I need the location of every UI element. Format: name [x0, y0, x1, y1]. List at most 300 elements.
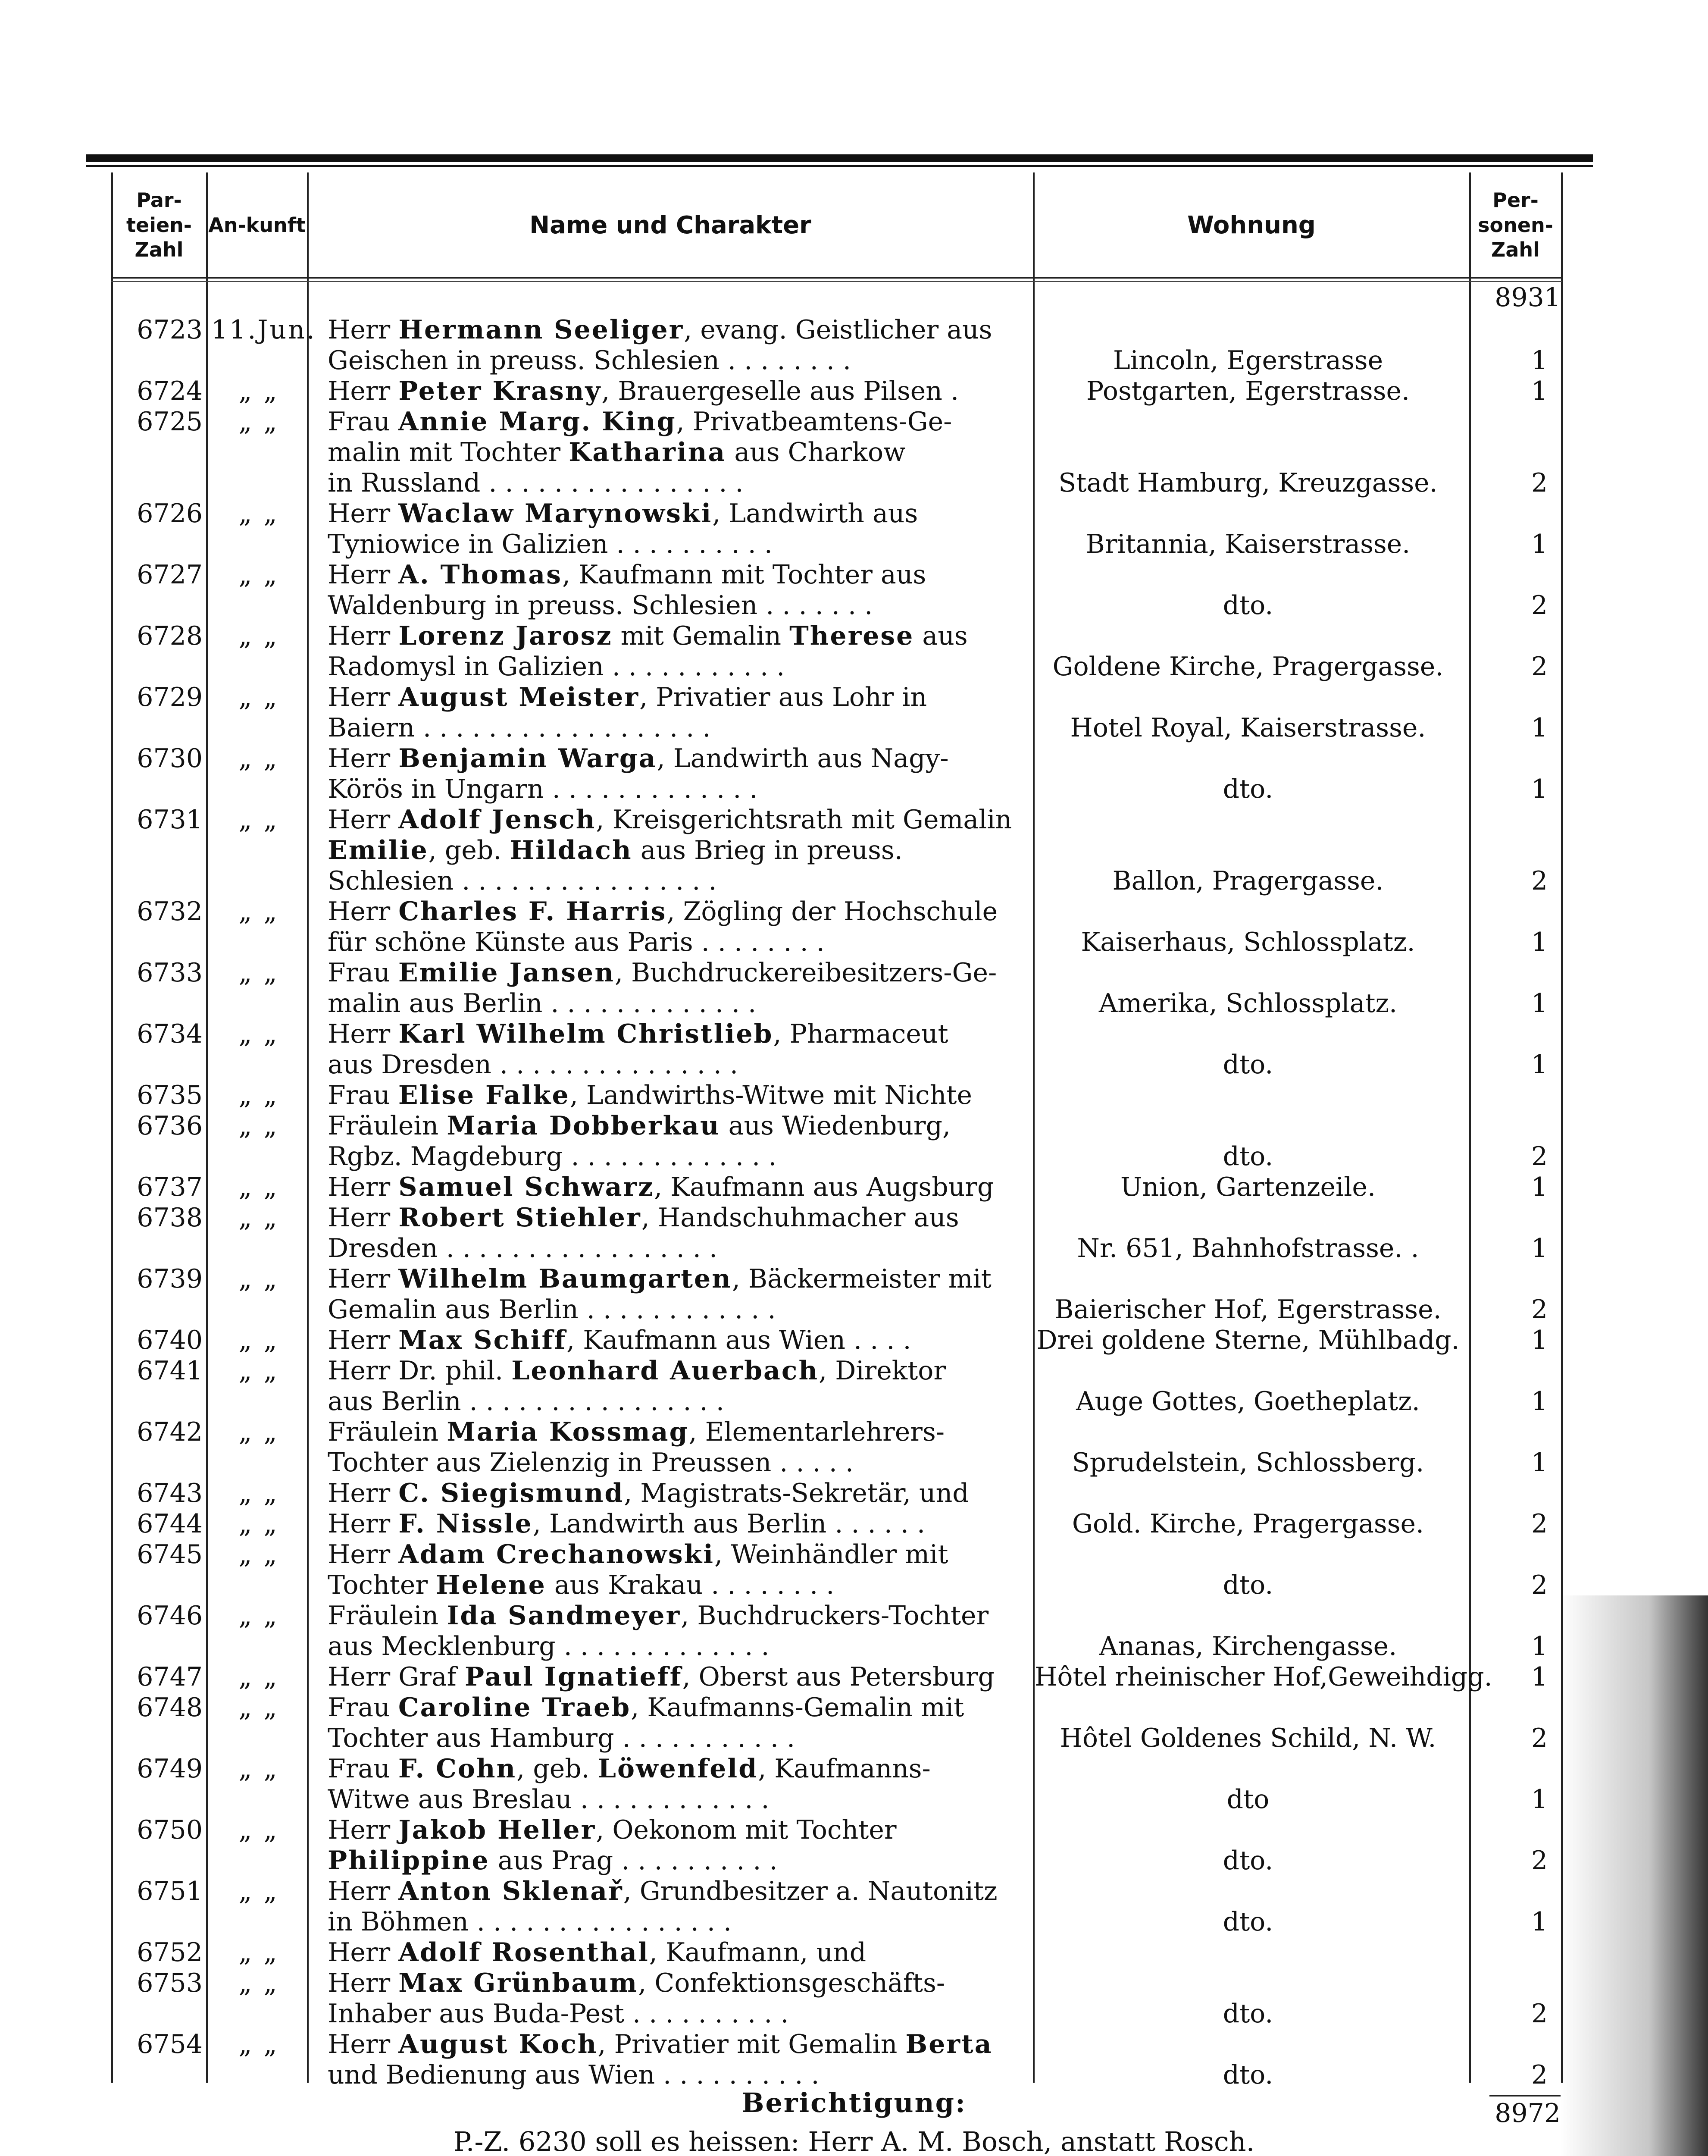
ankunft: „ „: [238, 1815, 279, 1845]
person-name: Ida Sandmeyer: [447, 1601, 681, 1631]
name-und-charakter: [328, 315, 1030, 376]
name-text: , Brauergeselle aus Pilsen .: [601, 376, 959, 406]
name-text: Frau: [328, 1692, 398, 1723]
name-line: [328, 1356, 1030, 1386]
person-name: Adolf Rosenthal: [398, 1937, 649, 1968]
name-text: Herr: [328, 498, 399, 529]
header-personen-zahl: Per-sonen-Zahl: [1478, 188, 1553, 262]
register-row: [0, 1815, 1708, 1876]
name-text: Frau: [328, 1754, 398, 1784]
person-name: Caroline Traeb: [398, 1692, 631, 1723]
parteien-zahl: 6730: [137, 743, 203, 774]
personen-zahl: 1: [1531, 988, 1548, 1018]
name-text: Schlesien . . . . . . . . . . . . . . . .: [328, 866, 717, 896]
name-line: [328, 1141, 1030, 1172]
name-line: [328, 743, 1030, 774]
name-text: , Zögling der Hochschule: [666, 896, 998, 927]
parteien-zahl: 6731: [137, 805, 203, 835]
name-line: [328, 1294, 1030, 1325]
name-text: Radomysl in Galizien . . . . . . . . . . .: [328, 652, 785, 682]
personen-zahl: 2: [1531, 866, 1548, 896]
name-line: [328, 866, 1030, 896]
personen-zahl: 1: [1531, 1233, 1548, 1263]
register-row: [0, 1264, 1708, 1325]
name-text: Gemalin aus Berlin . . . . . . . . . . . .: [328, 1294, 776, 1325]
name-text: Frau: [328, 407, 398, 437]
ankunft: „ „: [238, 1601, 279, 1631]
name-text: , Weinhändler mit: [714, 1539, 948, 1570]
person-name: Emilie: [328, 835, 429, 865]
personen-zahl: 2: [1531, 1509, 1548, 1539]
wohnung: Kaiserhaus, Schlossplatz.: [1081, 927, 1415, 957]
ankunft: „ „: [238, 1968, 279, 1998]
name-und-charakter: [328, 1325, 1030, 1356]
name-text: Inhaber aus Buda-Pest . . . . . . . . . .: [328, 1999, 789, 2029]
parteien-zahl: 6727: [137, 560, 203, 590]
name-text: Herr: [328, 743, 399, 774]
parteien-zahl: 6732: [137, 896, 203, 927]
name-und-charakter: [328, 958, 1030, 1019]
register-row: [0, 1662, 1708, 1692]
name-text: Herr: [328, 1815, 399, 1845]
name-line: [328, 1417, 1030, 1448]
personen-zahl: 1: [1531, 1050, 1548, 1080]
name-text: Herr: [328, 896, 399, 927]
name-text: Herr: [328, 1203, 399, 1233]
name-und-charakter: [328, 1692, 1030, 1754]
register-row: [0, 805, 1708, 896]
register-row: [0, 315, 1708, 376]
wohnung: Baierischer Hof, Egerstrasse.: [1054, 1294, 1442, 1325]
wohnung: dto.: [1223, 590, 1273, 620]
name-text: Witwe aus Breslau . . . . . . . . . . . .: [328, 1784, 770, 1814]
wohnung: dto.: [1223, 2060, 1273, 2090]
ankunft: „ „: [238, 1539, 279, 1570]
person-name: Maria Kossmag: [447, 1417, 689, 1447]
register-row: [0, 1111, 1708, 1172]
ankunft: „ „: [238, 1417, 279, 1447]
person-name: Peter Krasny: [398, 376, 602, 406]
name-text: , Buchdruckereibesitzers-Ge-: [614, 958, 997, 988]
name-und-charakter: [328, 1601, 1030, 1662]
name-text: , Direktor: [819, 1356, 946, 1386]
wohnung: Postgarten, Egerstrasse.: [1086, 376, 1410, 406]
name-text: , Kaufmanns-: [758, 1754, 931, 1784]
register-row: [0, 1509, 1708, 1539]
ankunft: „ „: [238, 1203, 279, 1233]
name-line: [328, 376, 1030, 407]
name-text: Herr: [328, 1264, 399, 1294]
name-line: [328, 1815, 1030, 1846]
name-line: [328, 1448, 1030, 1478]
name-text: , Bäckermeister mit: [732, 1264, 992, 1294]
name-text: Waldenburg in preuss. Schlesien . . . . . . .: [328, 590, 873, 620]
person-name: Katharina: [569, 437, 726, 467]
name-und-charakter: [328, 1662, 1030, 1692]
name-text: Herr: [328, 1968, 399, 1998]
person-name: Wilhelm Baumgarten: [398, 1264, 732, 1294]
person-name: Karl Wilhelm Christlieb: [398, 1019, 773, 1049]
name-und-charakter: [328, 376, 1030, 407]
register-row: [0, 1417, 1708, 1478]
wohnung: Sprudelstein, Schlossberg.: [1072, 1448, 1424, 1478]
person-name: Helene: [436, 1570, 546, 1600]
personen-zahl: 2: [1531, 468, 1548, 498]
person-name: F. Cohn: [398, 1754, 517, 1784]
person-name: Adolf Jensch: [398, 805, 596, 835]
name-text: Fräulein: [328, 1111, 447, 1141]
wohnung: Amerika, Schlossplatz.: [1098, 988, 1398, 1018]
name-line: [328, 682, 1030, 713]
personen-zahl: 1: [1531, 713, 1548, 743]
ankunft: „ „: [238, 958, 279, 988]
wohnung: dto.: [1223, 1141, 1273, 1172]
name-text: Herr: [328, 2029, 399, 2059]
person-name: Elise Falke: [398, 1080, 570, 1110]
person-name: Waclaw Marynowski: [398, 498, 713, 529]
register-row: [0, 2029, 1708, 2090]
name-text: mit Gemalin: [612, 621, 790, 651]
name-text: aus Mecklenburg . . . . . . . . . . . . .: [328, 1631, 770, 1661]
name-line: [328, 1999, 1030, 2029]
name-text: Rgbz. Magdeburg . . . . . . . . . . . . .: [328, 1141, 777, 1172]
ankunft: „ „: [238, 743, 279, 774]
parteien-zahl: 6753: [137, 1968, 203, 1998]
ankunft: „ „: [238, 1509, 279, 1539]
personen-zahl: 1: [1531, 1386, 1548, 1416]
name-line: [328, 1907, 1030, 1937]
parteien-zahl: 6752: [137, 1937, 203, 1968]
name-line: [328, 1325, 1030, 1356]
parteien-zahl: 6748: [137, 1692, 203, 1723]
wohnung: Ananas, Kirchengasse.: [1099, 1631, 1397, 1661]
name-text: Herr: [328, 805, 399, 835]
name-und-charakter: [328, 743, 1030, 805]
name-text: , Pharmaceut: [773, 1019, 948, 1049]
name-text: Herr: [328, 376, 399, 406]
name-line: [328, 1784, 1030, 1815]
name-line: [328, 1968, 1030, 1999]
personen-zahl: 2: [1531, 1570, 1548, 1600]
personen-zahl: 1: [1531, 1172, 1548, 1202]
parteien-zahl: 6735: [137, 1080, 203, 1110]
name-text: Herr: [328, 682, 399, 712]
ankunft: „ „: [238, 682, 279, 712]
name-und-charakter: [328, 1203, 1030, 1264]
ankunft: „ „: [238, 376, 279, 406]
name-und-charakter: [328, 1356, 1030, 1417]
person-name: Jakob Heller: [398, 1815, 596, 1845]
wohnung: dto.: [1223, 1050, 1273, 1080]
person-name: Anton Sklenař: [398, 1876, 623, 1906]
register-row: [0, 896, 1708, 958]
personen-zahl: 2: [1531, 1723, 1548, 1753]
name-line: [328, 713, 1030, 743]
personen-zahl: 1: [1531, 1907, 1548, 1937]
wohnung: Drei goldene Sterne, Mühlbadg.: [1036, 1325, 1460, 1355]
name-line: [328, 345, 1030, 376]
name-text: Herr: [328, 1509, 399, 1539]
person-name: August Meister: [398, 682, 640, 712]
name-line: [328, 407, 1030, 437]
parteien-zahl: 6745: [137, 1539, 203, 1570]
wohnung: Britannia, Kaiserstrasse.: [1085, 529, 1411, 559]
name-line: [328, 1233, 1030, 1264]
name-line: [328, 1570, 1030, 1601]
name-und-charakter: [328, 2029, 1030, 2090]
name-text: Tyniowice in Galizien . . . . . . . . . .: [328, 529, 773, 559]
register-row: [0, 1601, 1708, 1662]
ankunft: „ „: [238, 560, 279, 590]
name-text: Tochter aus Zielenzig in Preussen . . . . .: [328, 1448, 854, 1478]
wohnung: dto.: [1223, 1570, 1273, 1600]
ankunft: „ „: [238, 498, 279, 529]
name-line: [328, 774, 1030, 805]
parteien-zahl: 6750: [137, 1815, 203, 1845]
name-und-charakter: [328, 1417, 1030, 1478]
name-text: , Handschuhmacher aus: [641, 1203, 959, 1233]
name-text: , Kaufmann, und: [649, 1937, 867, 1968]
parteien-zahl: 6751: [137, 1876, 203, 1906]
name-text: aus Charkow: [726, 437, 906, 467]
ankunft: „ „: [238, 896, 279, 927]
personen-zahl: 2: [1531, 1999, 1548, 2029]
ankunft: „ „: [238, 1019, 279, 1049]
correction-title: Berichtigung:: [741, 2087, 967, 2118]
parteien-zahl: 6742: [137, 1417, 203, 1447]
name-text: Herr: [328, 1937, 399, 1968]
parteien-zahl: 6725: [137, 407, 203, 437]
parteien-zahl: 6733: [137, 958, 203, 988]
parteien-zahl: 6726: [137, 498, 203, 529]
name-und-charakter: [328, 1968, 1030, 2029]
name-und-charakter: [328, 1815, 1030, 1876]
name-text: , Oberst aus Petersburg: [682, 1662, 995, 1692]
name-line: [328, 652, 1030, 682]
header-rule-thin: [111, 281, 1562, 282]
register-row: [0, 958, 1708, 1019]
personen-zahl: 1: [1531, 1784, 1548, 1814]
ankunft: „ „: [238, 1662, 279, 1692]
name-und-charakter: [328, 1478, 1030, 1509]
name-text: Herr: [328, 315, 399, 345]
name-text: für schöne Künste aus Paris . . . . . . . .: [328, 927, 825, 957]
page-edge-shadow: [1561, 1595, 1708, 2156]
name-line: [328, 1386, 1030, 1417]
name-line: [328, 621, 1030, 652]
name-text: Herr Dr. phil.: [328, 1356, 512, 1386]
name-text: aus Dresden . . . . . . . . . . . . . . .: [328, 1050, 738, 1080]
name-und-charakter: [328, 560, 1030, 621]
name-text: Frau: [328, 958, 398, 988]
personen-zahl: 1: [1531, 1448, 1548, 1478]
name-text: , geb.: [516, 1754, 598, 1784]
name-line: [328, 1754, 1030, 1784]
name-text: , Kaufmann aus Wien . . . .: [566, 1325, 911, 1355]
carry-out-total: 8972: [1495, 2098, 1561, 2128]
name-text: und Bedienung aus Wien . . . . . . . . . .: [328, 2060, 820, 2090]
name-line: [328, 1111, 1030, 1141]
name-und-charakter: [328, 498, 1030, 560]
wohnung: Hôtel rheinischer Hof,Geweihdigg.: [1035, 1662, 1492, 1692]
person-name: Lorenz Jarosz: [398, 621, 613, 651]
name-text: , Grundbesitzer a. Nautonitz: [623, 1876, 998, 1906]
person-name: August Koch: [398, 2029, 598, 2059]
header-parteien-zahl: Par-teien-Zahl: [126, 188, 192, 262]
ankunft: „ „: [238, 1478, 279, 1508]
name-text: Herr: [328, 1539, 399, 1570]
person-name: Max Schiff: [398, 1325, 567, 1355]
name-line: [328, 927, 1030, 958]
name-line: [328, 1478, 1030, 1509]
name-text: , Magistrats-Sekretär, und: [624, 1478, 969, 1508]
parteien-zahl: 6749: [137, 1754, 203, 1784]
name-text: aus Brieg in preuss.: [632, 835, 903, 865]
name-text: Tochter: [328, 1570, 436, 1600]
name-line: [328, 1264, 1030, 1294]
name-text: Herr: [328, 1478, 399, 1508]
register-row: [0, 1478, 1708, 1509]
name-line: [328, 1019, 1030, 1050]
name-und-charakter: [328, 1080, 1030, 1111]
parteien-zahl: 6738: [137, 1203, 203, 1233]
name-text: Herr: [328, 1019, 399, 1049]
wohnung: Union, Gartenzeile.: [1120, 1172, 1376, 1202]
person-name: Hildach: [510, 835, 632, 865]
person-name: F. Nissle: [398, 1509, 533, 1539]
person-name: Max Grünbaum: [398, 1968, 638, 1998]
person-name: Charles F. Harris: [398, 896, 667, 927]
register-row: [0, 1080, 1708, 1111]
ankunft: „ „: [238, 1172, 279, 1202]
register-row: [0, 560, 1708, 621]
person-name: Benjamin Warga: [398, 743, 657, 774]
name-line: [328, 529, 1030, 560]
parteien-zahl: 6746: [137, 1601, 203, 1631]
wohnung: dto.: [1223, 1999, 1273, 2029]
name-text: , Privatier aus Lohr in: [639, 682, 927, 712]
name-text: Dresden . . . . . . . . . . . . . . . . .: [328, 1233, 718, 1263]
name-line: [328, 560, 1030, 590]
name-text: , Kreisgerichtsrath mit Gemalin: [596, 805, 1012, 835]
name-und-charakter: [328, 407, 1030, 498]
name-text: , Kaufmanns-Gemalin mit: [631, 1692, 964, 1723]
top-rule: [86, 154, 1593, 162]
name-text: Fräulein: [328, 1601, 447, 1631]
name-text: Herr Graf: [328, 1662, 465, 1692]
name-text: aus Wiedenburg,: [720, 1111, 951, 1141]
name-text: Körös in Ungarn . . . . . . . . . . . . .: [328, 774, 758, 804]
parteien-zahl: 6747: [137, 1662, 203, 1692]
name-text: Tochter aus Hamburg . . . . . . . . . . .: [328, 1723, 795, 1753]
name-und-charakter: [328, 1172, 1030, 1203]
header-name-und-charakter: Name und Charakter: [529, 211, 811, 239]
name-text: , Elementarlehrers-: [688, 1417, 945, 1447]
ankunft: „ „: [238, 1080, 279, 1110]
name-text: Baiern . . . . . . . . . . . . . . . . . .: [328, 713, 711, 743]
wohnung: dto.: [1223, 1907, 1273, 1937]
personen-zahl: 2: [1531, 1294, 1548, 1325]
name-text: Herr: [328, 1325, 399, 1355]
wohnung: dto.: [1223, 774, 1273, 804]
wohnung: dto: [1226, 1784, 1270, 1814]
person-name: Maria Dobberkau: [447, 1111, 720, 1141]
personen-zahl: 1: [1531, 529, 1548, 559]
name-line: [328, 1172, 1030, 1203]
register-row: [0, 621, 1708, 682]
name-line: [328, 1937, 1030, 1968]
person-name: Berta: [905, 2029, 993, 2059]
wohnung: Lincoln, Egerstrasse: [1113, 345, 1383, 376]
name-line: [328, 1692, 1030, 1723]
ankunft: „ „: [238, 1111, 279, 1141]
personen-zahl: 1: [1531, 927, 1548, 957]
name-und-charakter: [328, 1937, 1030, 1968]
person-name: C. Siegismund: [398, 1478, 624, 1508]
carry-in-total: 8931: [1495, 282, 1561, 313]
person-name: Samuel Schwarz: [398, 1172, 654, 1202]
register-row: [0, 1172, 1708, 1203]
name-line: [328, 988, 1030, 1019]
ankunft: „ „: [238, 1692, 279, 1723]
name-text: , Privatbeamtens-Ge-: [676, 407, 952, 437]
person-name: Annie Marg. King: [398, 407, 676, 437]
wohnung: Auge Gottes, Goetheplatz.: [1076, 1386, 1420, 1416]
personen-zahl: 1: [1531, 376, 1548, 406]
personen-zahl: 1: [1531, 774, 1548, 804]
name-text: in Böhmen . . . . . . . . . . . . . . . .: [328, 1907, 732, 1937]
wohnung: Hôtel Goldenes Schild, N. W.: [1060, 1723, 1436, 1753]
register-row: [0, 1539, 1708, 1601]
register-row: [0, 498, 1708, 560]
ankunft: 11.Jun.: [211, 315, 316, 345]
name-und-charakter: [328, 1876, 1030, 1937]
wohnung: Gold. Kirche, Pragergasse.: [1072, 1509, 1424, 1539]
header-ankunft: An-kunft: [208, 213, 306, 237]
name-text: , Oekonom mit Tochter: [596, 1815, 897, 1845]
name-line: [328, 1050, 1030, 1080]
name-line: [328, 1846, 1030, 1876]
wohnung: Goldene Kirche, Pragergasse.: [1052, 652, 1444, 682]
register-row: [0, 1754, 1708, 1815]
name-text: , evang. Geistlicher aus: [684, 315, 992, 345]
name-text: Herr: [328, 560, 399, 590]
name-line: [328, 1662, 1030, 1692]
person-name: Leonhard Auerbach: [511, 1356, 819, 1386]
name-line: [328, 2029, 1030, 2060]
name-text: , geb.: [428, 835, 510, 865]
parteien-zahl: 6736: [137, 1111, 203, 1141]
name-text: aus Krakau . . . . . . . .: [546, 1570, 835, 1600]
name-und-charakter: [328, 1019, 1030, 1080]
name-text: , Landwirth aus Nagy-: [657, 743, 949, 774]
wohnung: Hotel Royal, Kaiserstrasse.: [1070, 713, 1426, 743]
personen-zahl: 2: [1531, 652, 1548, 682]
name-text: , Landwirths-Witwe mit Nichte: [569, 1080, 972, 1110]
name-line: [328, 1080, 1030, 1111]
name-text: , Landwirth aus: [712, 498, 918, 529]
name-text: Frau: [328, 1080, 398, 1110]
person-name: Therese: [789, 621, 914, 651]
correction-text: P.-Z. 6230 soll es heissen: Herr A. M. Bosch, anstatt Rosch.: [453, 2126, 1255, 2156]
register-row: [0, 1692, 1708, 1754]
person-name: Löwenfeld: [597, 1754, 758, 1784]
wohnung: Stadt Hamburg, Kreuzgasse.: [1058, 468, 1438, 498]
ankunft: „ „: [238, 621, 279, 651]
name-text: aus Prag . . . . . . . . . .: [489, 1846, 778, 1876]
name-text: Herr: [328, 1172, 399, 1202]
person-name: Emilie Jansen: [398, 958, 615, 988]
